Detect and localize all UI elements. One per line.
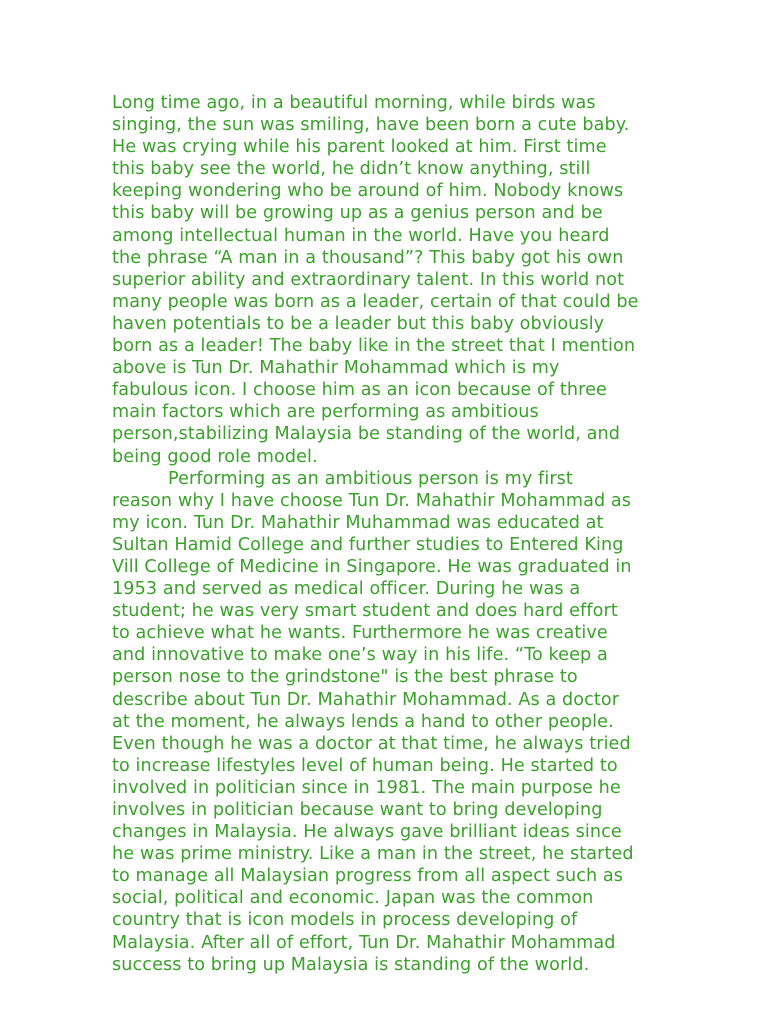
paragraph-line: my icon. Tun Dr. Mahathir Muhammad was educated at [112, 512, 604, 533]
paragraph-line: Malaysia. After all of effort, Tun Dr. Mahathir Mohammad [112, 932, 616, 953]
paragraph-line: haven potentials to be a leader but this baby obviously [112, 313, 605, 334]
paragraph-line: success to bring up Malaysia is standing of the world. [112, 954, 590, 975]
paragraph-line: country that is icon models in process developing of [112, 910, 578, 931]
paragraph-line: at the moment, he always lends a hand to other people. [112, 711, 614, 732]
paragraph-line: main factors which are performing as ambitious [112, 402, 539, 423]
paragraph-line: this baby see the world, he didn’t know anything, still [112, 159, 591, 180]
paragraph-line: the phrase “A man in a thousand”? This baby got his own [112, 247, 624, 268]
paragraph-line: fabulous icon. I choose him as an icon because of three [112, 380, 607, 401]
paragraph-line: Even though he was a doctor at that time, he always tried [112, 733, 631, 754]
paragraph-line: singing, the sun was smiling, have been born a cute baby. [112, 115, 630, 136]
paragraph-line: being good role model. [112, 446, 318, 467]
paragraph-line: He was crying while his parent looked at him. First time [112, 137, 607, 158]
paragraph-line: above is Tun Dr. Mahathir Mohammad which is my [112, 358, 560, 379]
paragraph-line: born as a leader! The baby like in the street that I mention [112, 336, 636, 357]
paragraph-line: superior ability and extraordinary talent. In this world not [112, 269, 625, 290]
paragraph-line: social, political and economic. Japan was the common [112, 888, 594, 909]
paragraph-line: many people was born as a leader, certain of that could be [112, 291, 639, 312]
paragraph-line: to manage all Malaysian progress from all aspect such as [112, 866, 624, 887]
paragraph-line: to achieve what he wants. Furthermore he was creative [112, 623, 608, 644]
paragraph-line: among intellectual human in the world. Have you heard [112, 225, 610, 246]
paragraph-line: involved in politician since in 1981. The main purpose he [112, 777, 621, 798]
paragraph-line: Long time ago, in a beautiful morning, while birds was [112, 93, 596, 113]
paragraph-line: to increase lifestyles level of human being. He started to [112, 755, 618, 776]
paragraph-1 [112, 92, 672, 468]
paragraph-line: student; he was very smart student and does hard effort [112, 601, 618, 622]
paragraph-line: involves in politician because want to bring developing [112, 800, 603, 820]
paragraph-line: keeping wondering who be around of him. Nobody knows [112, 181, 624, 202]
paragraph-line: person nose to the grindstone" is the best phrase to [112, 667, 578, 688]
paragraph-2 [112, 468, 672, 976]
paragraph-line: describe about Tun Dr. Mahathir Mohammad. As a doctor [112, 689, 620, 710]
essay-body [112, 92, 672, 976]
paragraph-line: Performing as an ambitious person is my first [168, 468, 573, 489]
paragraph-line: person,stabilizing Malaysia be standing of the world, and [112, 424, 621, 445]
paragraph-line: this baby will be growing up as a genius person and be [112, 203, 603, 224]
paragraph-line: Sultan Hamid College and further studies to Entered King [112, 534, 624, 555]
paragraph-line: reason why I have choose Tun Dr. Mahathir Mohammad as [112, 490, 632, 511]
paragraph-line: he was prime ministry. Like a man in the street, he started [112, 844, 634, 865]
paragraph-line: Vill College of Medicine in Singapore. He was graduated in [112, 556, 632, 577]
paragraph-line: changes in Malaysia. He always gave brilliant ideas since [112, 822, 622, 843]
paragraph-line: 1953 and served as medical officer. During he was a [112, 579, 581, 600]
paragraph-line: and innovative to make one’s way in his life. “To keep a [112, 645, 608, 666]
